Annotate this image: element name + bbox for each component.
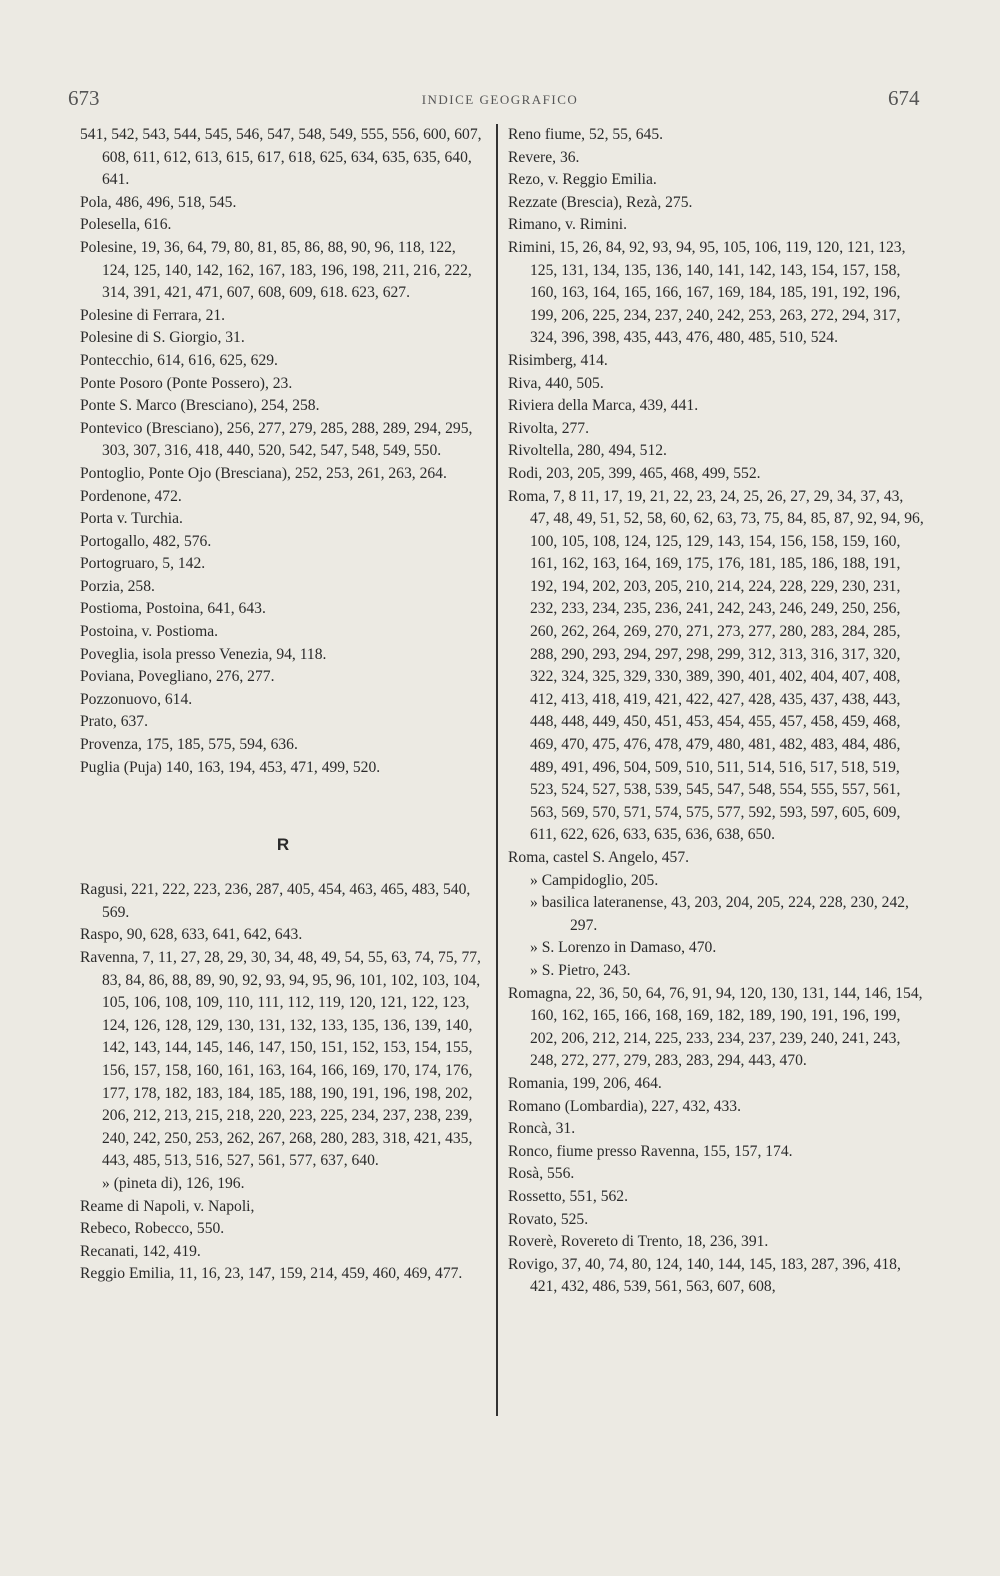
index-entry: Pozzonuovo, 614. [80,690,193,708]
index-entry: Rezzate (Brescia), Rezà, 275. [508,193,693,211]
index-entry: Roma, 7, 8 11, 17, 19, 21, 22, 23, 24, 25, 26, 27, 29, 34, 37, 43, 47, 48, 49, 51, 52, 58, 60, 62, 63, 73, 75, 84, 85, 87, 92, 94, 96, 100, 105, 108, 124, 125, 129, 143, 154, 156, 158, 159, 160, 161, 162, 163, 164, 169, 175, 176, 181, 185, 186, 188, 191, 192, 194, 202, 203, 205, 210, 214, 224, 228, 229, 230, 231, 232, 233, 234, 235, 236, 241, 242, 243, 246, 249, 250, 256, 260, 262, 264, 269, 270, 271, 273, 277, 280, 283, 284, 285, 288, 290, 293, 294, 297, 298, 299, 312, 313, 316, 317, 320, 322, 324, 325, 329, 330, 389, 390, 401, 402, 404, 407, 408, 412, 413, 418, 419, 421, 422, 427, 428, 435, 437, 438, 443, 448, 448, 449, 450, 451, 453, 454, 455, 457, 458, 459, 468, 469, 470, 475, 476, 478, 479, 480, 481, 482, 483, 484, 486, 489, 491, 496, 504, 509, 510, 511, 514, 516, 517, 518, 519, 523, 524, 527, 538, 539, 545, 547, 548, 554, 555, 557, 561, 563, 569, 570, 571, 574, 575, 577, 592, 593, 597, 605, 609, 611, 622, 626, 633, 635, 636, 638, 650. [508,487,924,844]
index-entry: Rivoltella, 280, 494, 512. [508,442,667,460]
index-entry: Roncà, 31. [508,1120,576,1138]
index-entry: Romano (Lombardia), 227, 432, 433. [508,1097,742,1115]
left-column [80,124,486,1286]
index-entry: Roma, castel S. Angelo, 457. [508,849,690,866]
index-entry: Reame di Napoli, v. Napoli, [80,1197,255,1215]
index-entry: Risimberg, 414. [508,351,608,369]
index-entry: Puglia (Puja) 140, 163, 194, 453, 471, 499, 520. [80,758,381,776]
page-number-right: 674 [888,86,920,110]
index-entry: Recanati, 142, 419. [80,1242,201,1260]
index-entry: Rimano, v. Rimini. [508,216,627,234]
index-entry: Reggio Emilia, 11, 16, 23, 147, 159, 214, 459, 460, 469, 477. [80,1265,463,1283]
index-entry: Polesella, 616. [80,216,172,234]
index-entry: Ronco, fiume presso Ravenna, 155, 157, 174. [508,1142,793,1160]
index-entry: Revere, 36. [508,148,580,166]
index-entry: Porzia, 258. [80,577,155,595]
index-subentry: » S. Lorenzo in Damaso, 470. [530,939,717,957]
index-entry: Pontecchio, 614, 616, 625, 629. [80,351,278,369]
index-entry: 541, 542, 543, 544, 545, 546, 547, 548, 549, 555, 556, 600, 607, 608, 611, 612, 613, 615, 617, 618, 625, 634, 635, 635, 640, 641. [80,126,482,189]
index-entry: Rimini, 15, 26, 84, 92, 93, 94, 95, 105, 106, 119, 120, 121, 123, 125, 131, 134, 135, 136, 140, 141, 142, 143, 154, 157, 158, 160, 163, 164, 165, 166, 167, 169, 184, 185, 191, 192, 196, 199, 206, 225, 234, 237, 240, 242, 253, 263, 272, 294, 317, 324, 396, 398, 435, 443, 476, 480, 485, 510, 524. [508,238,906,347]
running-title: INDICE GEOGRAFICO [421,92,579,107]
index-entry: Poviana, Povegliano, 276, 277. [80,668,275,686]
index-entry: Pola, 486, 496, 518, 545. [80,193,237,211]
index-entry: Rodi, 203, 205, 399, 465, 468, 499, 552. [508,464,761,482]
index-entry: Polesine di Ferrara, 21. [80,306,226,324]
index-entry: Romania, 199, 206, 464. [508,1074,662,1092]
right-column [508,124,926,1299]
index-entry: Reno fiume, 52, 55, 645. [508,126,664,143]
index-subentry: » (pineta di), 126, 196. [102,1174,245,1192]
index-entry: Rebeco, Robecco, 550. [80,1220,225,1238]
index-entry: Pontoglio, Ponte Ojo (Bresciana), 252, 253, 261, 263, 264. [80,464,447,482]
index-subentry: » S. Pietro, 243. [530,961,631,979]
index-entry: Provenza, 175, 185, 575, 594, 636. [80,736,298,754]
index-entry: Rezo, v. Reggio Emilia. [508,171,657,189]
index-entry: Ponte S. Marco (Bresciano), 254, 258. [80,397,320,415]
section-letter: R [276,835,290,855]
page-number-left: 673 [68,86,100,110]
index-entry: Postoina, v. Postioma. [80,623,219,641]
index-entry: Rovato, 525. [508,1210,589,1228]
index-entry: Postioma, Postoina, 641, 643. [80,600,266,618]
column-divider [496,124,498,1416]
index-entry: Polesine, 19, 36, 64, 79, 80, 81, 85, 86, 88, 90, 96, 118, 122, 124, 125, 140, 142, 162, 167, 183, 196, 198, 211, 216, 222, 314, 391, 421, 471, 607, 608, 609, 618. 623, 627. [80,238,472,302]
index-entry: Rovigo, 37, 40, 74, 80, 124, 140, 144, 145, 183, 287, 396, 418, 421, 432, 486, 539, 561, 563, 607, 608, [508,1255,901,1296]
index-entry: Pontevico (Bresciano), 256, 277, 279, 285, 288, 289, 294, 295, 303, 307, 316, 418, 440, 520, 542, 547, 548, 549, 550. [80,419,473,460]
index-entry: Prato, 637. [80,713,149,731]
index-entry: Rossetto, 551, 562. [508,1187,628,1205]
index-entry: Ponte Posoro (Ponte Possero), 23. [80,374,293,392]
index-entry: Ragusi, 221, 222, 223, 236, 287, 405, 454, 463, 465, 483, 540, 569. [80,881,471,921]
index-entry: Porta v. Turchia. [80,510,183,528]
index-entry: Ravenna, 7, 11, 27, 28, 29, 30, 34, 48, 49, 54, 55, 63, 74, 75, 77, 83, 84, 86, 88, 89, 90, 92, 93, 94, 95, 96, 101, 102, 103, 104, 105, 106, 108, 109, 110, 111, 112, 119, 120, 121, 122, 123, 124, 126, 128, 129, 130, 131, 132, 133, 135, 136, 139, 140, 142, 143, 144, 145, 146, 147, 150, 151, 152, 153, 154, 155, 156, 157, 158, 160, 161, 163, 164, 166, 169, 170, 174, 176, 177, 178, 182, 183, 184, 185, 188, 190, 191, 196, 198, 202, 206, 212, 213, 215, 218, 220, 223, 225, 234, 237, 238, 239, 240, 242, 250, 253, 262, 267, 268, 280, 283, 318, 421, 435, 443, 485, 513, 516, 527, 561, 577, 637, 640. [80,949,481,1170]
index-subentry: » basilica lateranense, 43, 203, 204, 205, 224, 228, 230, 242, 297. [530,894,909,934]
index-entry: Polesine di S. Giorgio, 31. [80,329,245,347]
index-entry: Pordenone, 472. [80,487,182,505]
index-subentry: » Campidoglio, 205. [530,871,659,889]
index-entry: Rivolta, 277. [508,419,589,437]
index-entry: Roverè, Rovereto di Trento, 18, 236, 391. [508,1233,769,1251]
index-entry: Riva, 440, 505. [508,374,604,392]
index-entry: Riviera della Marca, 439, 441. [508,397,699,415]
index-entry: Poveglia, isola presso Venezia, 94, 118. [80,645,327,663]
index-entry: Portogallo, 482, 576. [80,532,212,550]
index-entry: Romagna, 22, 36, 50, 64, 76, 91, 94, 120, 130, 131, 144, 146, 154, 160, 162, 165, 166, 168, 169, 182, 189, 190, 191, 196, 199, 202, 206, 212, 214, 225, 233, 234, 237, 239, 240, 241, 243, 248, 272, 277, 279, 283, 283, 294, 443, 470. [508,984,923,1070]
index-entry: Raspo, 90, 628, 633, 641, 642, 643. [80,926,303,944]
index-entry: Rosà, 556. [508,1165,575,1183]
index-entry: Portogruaro, 5, 142. [80,555,206,573]
